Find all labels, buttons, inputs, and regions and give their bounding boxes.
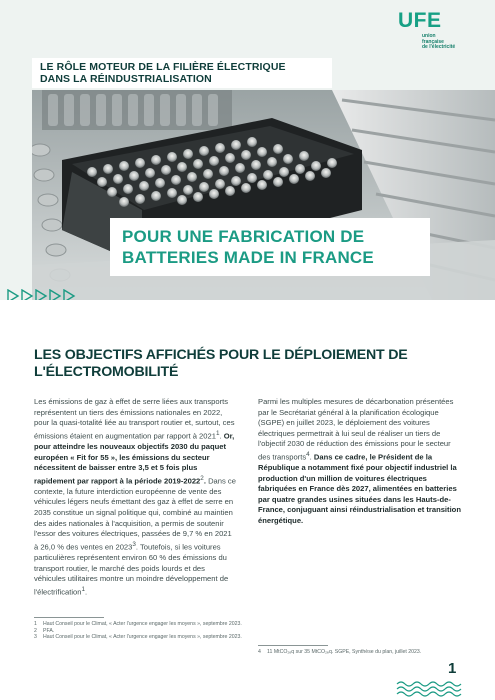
footnote-number: 3 (34, 634, 37, 641)
paragraph-text: . (309, 452, 314, 462)
page-number: 1 (448, 660, 457, 677)
paragraph-text: Parmi les multiples mesures de décarbonation présentées par le Secrétariat général à la planification écologique (SGPE) en juillet 2023, le déploiement des voitures électriques permettrait à lui seul de réaliser un tiers de l'objectif 2030 de réduction des émissions pour le secteur des transports (258, 397, 454, 462)
footnote-ref: 1 (81, 585, 85, 593)
footnote-text: Haut Conseil pour le Climat, « Acter l'urgence engager les moyens », septembre 2023. (43, 621, 242, 627)
footnote-ref: 4 (306, 450, 310, 458)
section-label-line: DANS LA RÉINDUSTRIALISATION (40, 73, 212, 85)
paragraph-bold-text: . (203, 476, 206, 486)
paragraph-bold-text: Dans ce cadre, le Président de la République a notamment fixé pour objectif industriel la production d'un million de voitures électriques fabriquées en France dès 2027, alimentées en batteries par quatre grandes usines situées dans les Hauts-de-France, conjuguant ainsi réindustrialisation et transition énergétique. (258, 452, 461, 526)
footnote-divider (258, 645, 328, 646)
section-label-line: LE RÔLE MOTEUR DE LA FILIÈRE ÉLECTRIQUE (40, 61, 286, 73)
footnote-number: 1 (34, 621, 37, 627)
footnote-text: Haut Conseil pour le Climat, « Acter l'urgence engager les moyens », septembre 2023. (43, 634, 242, 641)
footnote-item (34, 621, 244, 628)
logo-subtitle-line: de l'électricité (422, 44, 456, 50)
footnote-item (258, 649, 468, 656)
footnote-ref: 3 (132, 540, 136, 548)
section-heading (34, 347, 474, 381)
page-title (110, 218, 430, 276)
footnote-item (34, 634, 244, 641)
arrow-chevrons-icon (6, 289, 76, 300)
footnotes-right (258, 645, 468, 656)
left-column-text (34, 397, 238, 598)
page-title-line: POUR UNE FABRICATION DE (122, 227, 365, 246)
ufe-logo (398, 10, 462, 52)
logo-subtitle-line: union (422, 33, 436, 39)
paragraph-text: . (85, 587, 88, 597)
logo-mark: UFE (398, 9, 442, 32)
logo-subtitle-line: française (422, 38, 444, 45)
section-heading-line: L'ÉLECTROMOBILITÉ (34, 364, 179, 380)
page-title-line: BATTERIES MADE IN FRANCE (122, 248, 374, 267)
footnotes-left (34, 617, 244, 641)
paragraph-text: . (219, 431, 224, 441)
paragraph-text: . Toutefois, si les voitures particulières représentent environ 60 % des émissions du transport routier, le marché des poids lourds et des véhicules utilitaires montre un moindre développement de l'électrification (34, 542, 229, 597)
section-label (32, 58, 332, 88)
hero-banner (0, 0, 495, 300)
wave-pattern-icon (395, 680, 465, 698)
footnote-text: 11 MtCO₂ₑq sur 35 MtCO₂ₑq. SGPE, Synthèse du plan, juillet 2023. (267, 649, 422, 655)
paragraph-text: Les émissions de gaz à effet de serre liées aux transports représentent un tiers des émissions nationales en 2022, pour la quasi-totalité liée au transport routier et, surtout, ces émissions étaient en augmentation par rapport à 2021 (34, 397, 235, 441)
section-heading-line: LES OBJECTIFS AFFICHÉS POUR LE DÉPLOIEMENT DE (34, 347, 408, 363)
footnote-divider (34, 617, 104, 618)
footnote-ref: 1 (215, 429, 220, 437)
footnote-text: PFA. (43, 627, 55, 634)
footnote-number: 2 (34, 627, 37, 634)
footnote-item (34, 628, 244, 635)
logo-subtitle (422, 34, 462, 51)
paragraph-bold-text: Or, pour atteindre les nouveaux objectifs 2030 du paquet européen « Fit for 55 », les émissions du secteur nécessitent de baisser entre 3,5 et 5 fois plus rapidement par rapport à la période 2019-2022 (34, 431, 235, 486)
paragraph-text: Dans ce contexte, la future interdiction européenne de vente des véhicules légers neufs émettant des gaz à effet de serre en 2035 constitue un signal politique qui, combiné au maintien des aides nationales à l'acquisition, a permis de soutenir l'essor des voitures électriques, passées de 9,7 % en 2021 à 26,0 % des ventes en 2023 (34, 476, 236, 552)
footnote-number: 4 (258, 649, 261, 655)
footnote-ref: 2 (200, 474, 204, 482)
right-column-text (258, 397, 462, 527)
